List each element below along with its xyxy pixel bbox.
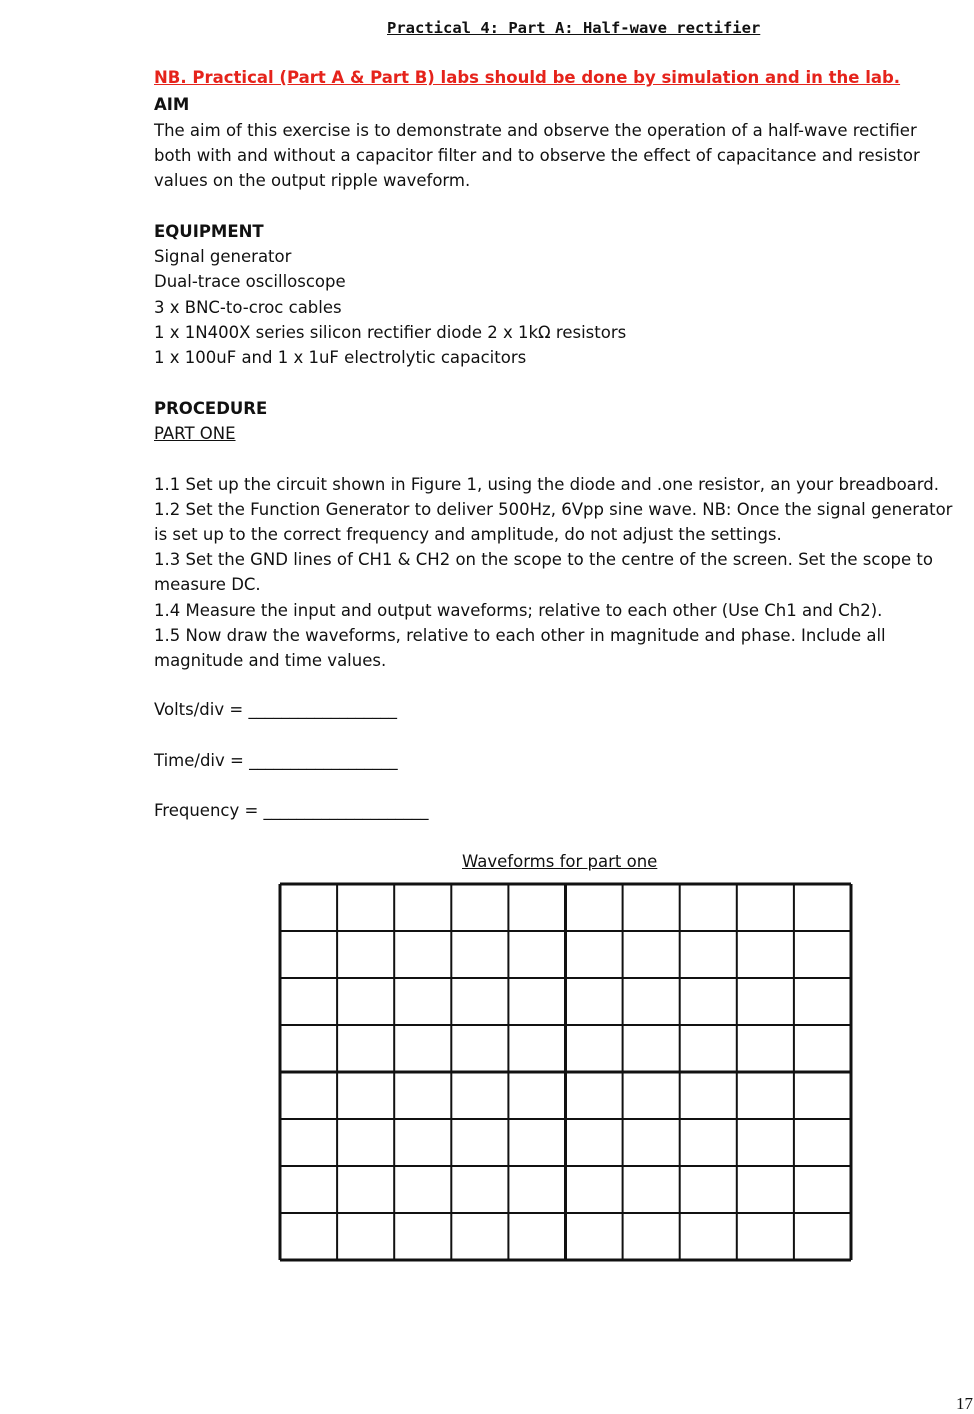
aim-line-3: values on the output ripple waveform. — [154, 171, 471, 190]
step-1-2: 1.2 Set the Function Generator to deliver 500Hz, 6Vpp sine wave. NB: Once the signal generator — [154, 500, 953, 519]
volts-div-field: Volts/div = __________________ — [154, 700, 397, 719]
part-one-heading: PART ONE — [154, 424, 236, 443]
page-number: 17 — [956, 1394, 973, 1413]
frequency-field: Frequency = ____________________ — [154, 801, 429, 820]
step-1-4: 1.4 Measure the input and output waveforms; relative to each other (Use Ch1 and Ch2). — [154, 601, 883, 620]
equipment-item-5: 1 x 100uF and 1 x 1uF electrolytic capacitors — [154, 348, 527, 367]
nb-note: NB. Practical (Part A & Part B) labs should be done by simulation and in the lab. — [154, 68, 901, 87]
equipment-heading: EQUIPMENT — [154, 222, 264, 241]
equipment-item-4: 1 x 1N400X series silicon rectifier diode 2 x 1kΩ resistors — [154, 323, 627, 342]
step-1-2-cont: is set up to the correct frequency and amplitude, do not adjust the settings. — [154, 525, 782, 544]
procedure-heading: PROCEDURE — [154, 399, 268, 418]
equipment-item-2: Dual-trace oscilloscope — [154, 272, 346, 291]
time-div-field: Time/div = __________________ — [154, 751, 398, 770]
waveform-grid — [278, 882, 853, 1262]
waveform-caption: Waveforms for part one — [462, 852, 658, 871]
equipment-item-3: 3 x BNC-to-croc cables — [154, 298, 342, 317]
step-1-3-cont: measure DC. — [154, 575, 261, 594]
step-1-5-cont: magnitude and time values. — [154, 651, 387, 670]
aim-line-2: both with and without a capacitor filter and to observe the effect of capacitance and resistor — [154, 146, 920, 165]
aim-heading: AIM — [154, 95, 190, 114]
equipment-item-1: Signal generator — [154, 247, 292, 266]
aim-line-1: The aim of this exercise is to demonstrate and observe the operation of a half-wave rectifier — [154, 121, 917, 140]
waveform-grid-svg — [278, 882, 853, 1262]
step-1-1: 1.1 Set up the circuit shown in Figure 1, using the diode and .one resistor, an your breadboard. — [154, 475, 939, 494]
page-title: Practical 4: Part A: Half-wave rectifier — [387, 19, 761, 37]
step-1-3: 1.3 Set the GND lines of CH1 & CH2 on the scope to the centre of the screen. Set the scope to — [154, 550, 933, 569]
step-1-5: 1.5 Now draw the waveforms, relative to each other in magnitude and phase. Include all — [154, 626, 886, 645]
